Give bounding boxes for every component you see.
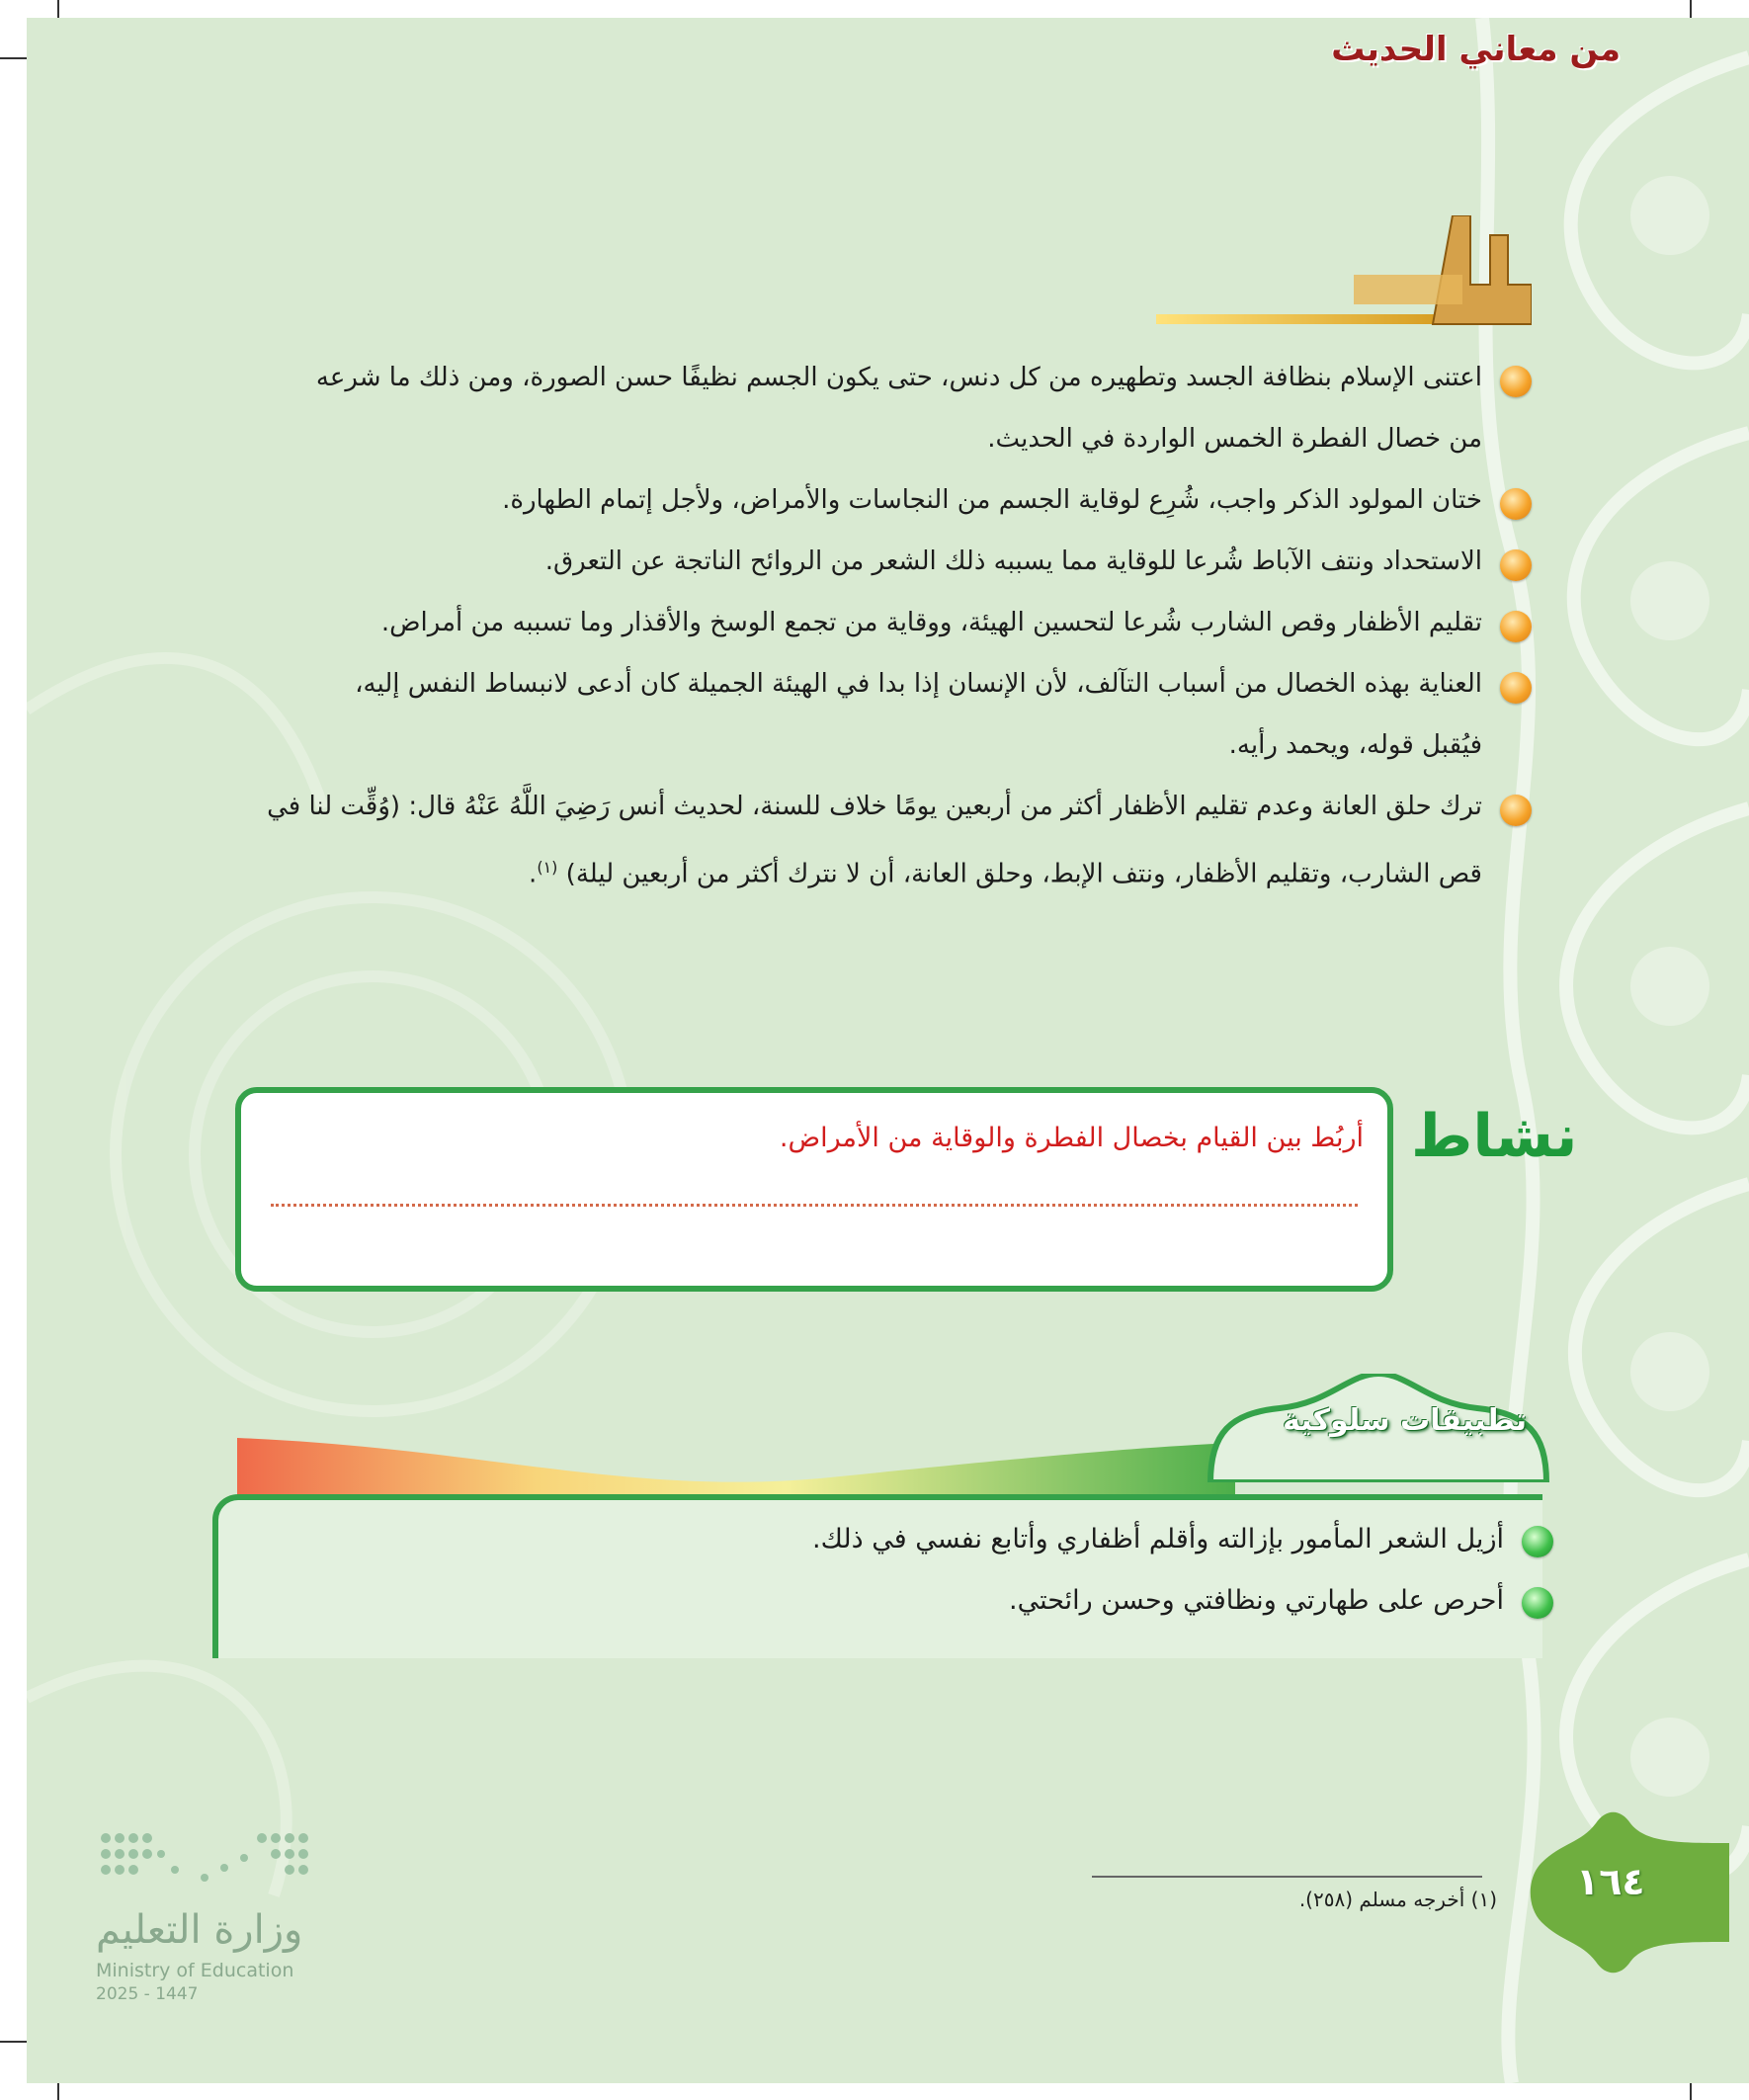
hadith-quote: قص الشارب، وتقليم الأظفار، ونتف الإبط، وحلق العانة، أن لا نترك أكثر من أربعين ليلة): [565, 859, 1482, 889]
bullet-continuation: فيُقبل قوله، ويحمد رأيه.: [1228, 730, 1482, 760]
orange-bullet-icon: [1500, 488, 1532, 520]
behavior-item-text: أزيل الشعر المأمور بإزالته وأقلم أظفاري وأتابع نفسي في ذلك.: [812, 1524, 1504, 1554]
list-item: [237, 664, 1532, 704]
list-item: [237, 787, 1532, 826]
edition-year: 2025 - 1447: [96, 1984, 199, 2004]
behavior-title: تطبيقات سلوكية: [1283, 1403, 1527, 1438]
answer-line[interactable]: [271, 1204, 1358, 1207]
bullet-text: اعتنى الإسلام بنظافة الجسد وتطهيره من كل دنس، حتى يكون الجسم نظيفًا حسن الصورة، ومن ذلك ما شرعه: [315, 363, 1482, 392]
activity-prompt: أربُط بين القيام بخصال الفطرة والوقاية من الأمراض.: [779, 1123, 1364, 1153]
orange-bullet-icon: [1500, 366, 1532, 397]
list-item: [812, 1520, 1553, 1559]
bullet-text: الاستحداد ونتف الآباط شُرعا للوقاية مما يسببه ذلك الشعر من الروائح الناتجة عن التعرق.: [544, 546, 1482, 576]
bullet-text: العناية بهذه الخصال من أسباب التآلف، لأن الإنسان إذا بدا في الهيئة الجميلة كان أدعى لانبساط النفس إليه،: [355, 669, 1482, 699]
orange-bullet-icon: [1500, 672, 1532, 704]
bullet-continuation: من خصال الفطرة الخمس الواردة في الحديث.: [987, 424, 1482, 454]
bullet-continuation: قص الشارب، وتقليم الأظفار، ونتف الإبط، وحلق العانة، أن لا نترك أكثر من أربعين ليلة) $^{(١)}$.: [529, 858, 1482, 889]
background-ornament: [27, 18, 1410, 2083]
behavior-item-text: أحرص على طهارتي ونظافتي وحسن رائحتي.: [1009, 1585, 1504, 1616]
textbook-page: [27, 18, 1749, 2083]
list-item: [812, 1581, 1553, 1621]
list-item: [237, 358, 1532, 397]
page-number: ١٦٤: [1576, 1860, 1645, 1903]
list-item: [237, 603, 1532, 642]
bullet-text: ترك حلق العانة وعدم تقليم الأظفار أكثر من أربعين يومًا خلاف للسنة، لحديث أنس رَضِيَ اللَّهُ عَنْهُ قال: (وُقِّت لنا في: [267, 792, 1482, 821]
orange-bullet-icon: [1500, 549, 1532, 581]
bullet-text: تقليم الأظفار وقص الشارب شُرعا لتحسين الهيئة، ووقاية من تجمع الوسخ والأقذار وما تسببه من أمراض.: [380, 608, 1482, 637]
section-header-ornament: [1156, 215, 1532, 326]
footnote-reference: (١): [537, 858, 558, 877]
section-title: من معاني الحديث: [1331, 30, 1621, 69]
green-bullet-icon: [1522, 1526, 1553, 1557]
activity-label: نشاط: [1411, 1102, 1578, 1171]
ministry-name-arabic: وزارة التعليم: [96, 1907, 303, 1953]
activity-box: [235, 1087, 1393, 1292]
ornament-pattern: [1423, 18, 1749, 2083]
hadith-meanings: [237, 358, 1532, 916]
orange-bullet-icon: [1500, 611, 1532, 642]
behavior-list: [812, 1520, 1553, 1642]
ministry-logo-dots: [96, 1828, 313, 1897]
orange-bullet-icon: [1500, 795, 1532, 826]
list-item: [237, 480, 1532, 520]
green-bullet-icon: [1522, 1587, 1553, 1619]
ministry-name-english: Ministry of Education: [96, 1960, 294, 1981]
bullet-text: ختان المولود الذكر واجب، شُرِع لوقاية الجسم من النجاسات والأمراض، ولأجل إتمام الطهارة.: [502, 485, 1482, 515]
list-item: [237, 542, 1532, 581]
footnote-divider: [1092, 1876, 1482, 1878]
footnote: (١) أخرجه مسلم (٢٥٨).: [1298, 1888, 1497, 1911]
